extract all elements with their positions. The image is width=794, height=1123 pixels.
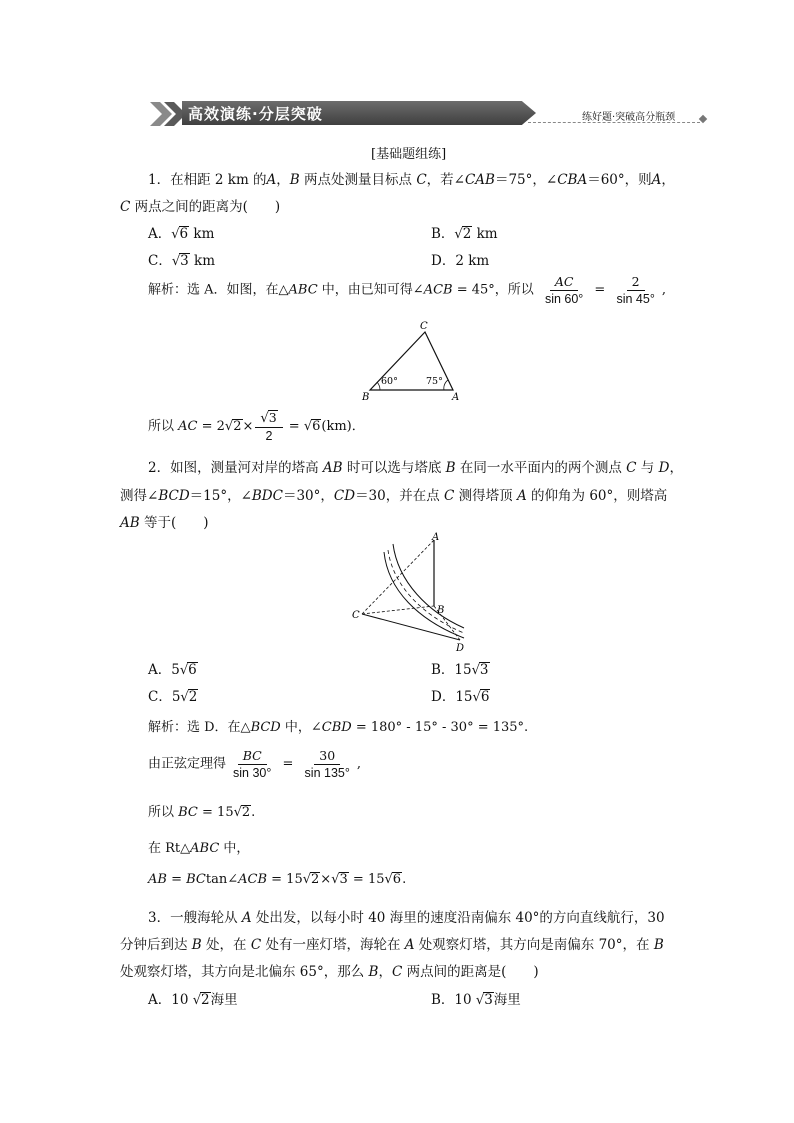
q1-stem-line1: 1．在相距 2 km 的A，B 两点处测量目标点 C，若∠CAB＝75°，∠CBA＝60°，则A， <box>148 172 675 188</box>
angle-75-label: 75° <box>426 376 443 387</box>
q1-option-b: B．√2 km <box>431 226 498 242</box>
river-bank-outer <box>384 552 464 638</box>
q1-solution: 解析：选 A．如图，在△ABC 中，由已知可得∠ACB = 45°，所以 $\frac{AC}{\sin 60^\circ}$ = $\frac{2}{\sin 45^\circ}$ , <box>148 274 666 306</box>
header-banner <box>148 100 708 128</box>
q3-stem-line2: 分钟后到达 B 处，在 C 处有一座灯塔，海轮在 A 处观察灯塔，其方向是南偏东 70°，在 B <box>120 937 664 953</box>
q1-option-a: A．√6 km <box>148 226 215 242</box>
q1-triangle-figure <box>360 318 465 404</box>
vertex-c-label: C <box>420 321 428 332</box>
angle-60-label: 60° <box>381 376 398 387</box>
fraction-sqrt3-2: $\frac{√3}{2}$ <box>255 410 282 443</box>
q2-solution-line1: 解析：选 D．在△BCD 中，∠CBD = 180° - 15° - 30° = 135°. <box>148 720 529 735</box>
line-cb <box>362 606 434 614</box>
q2-river-tower-figure <box>348 530 472 656</box>
banner-slogan: 练好题·突破高分瓶颈 <box>582 112 676 123</box>
q1-option-d: D．2 km <box>431 253 490 269</box>
q2-option-b: B．15√3 <box>431 662 489 678</box>
q1-option-c: C．√3 km <box>148 253 216 269</box>
vertex-a-label: A <box>452 392 460 403</box>
point-a-label: A <box>432 532 440 543</box>
vertex-b-label: B <box>362 392 370 403</box>
q2-option-a: A．5√6 <box>148 662 197 678</box>
q2-stem-line1: 2．如图，测量河对岸的塔高 AB 时可以选与塔底 B 在同一水平面内的两个测点 C 与 D， <box>148 460 683 476</box>
fraction-bc-sin30: $\frac{BC}{\sin 30^\circ}$ <box>233 748 272 780</box>
fraction-2-sin45: $\frac{2}{\sin 45^\circ}$ <box>616 274 655 306</box>
fraction-30-sin135: $\frac{30}{\sin 135^\circ}$ <box>304 748 350 780</box>
q2-solution-line3: 所以 BC = 15√2. <box>148 805 256 820</box>
diamond-icon <box>699 115 707 123</box>
q2-solution-line5: AB = BCtan∠ACB = 15√2×√3 = 15√6. <box>148 872 407 887</box>
q2-solution-line4: 在 Rt△ABC 中， <box>148 841 250 856</box>
line-ca <box>362 540 434 614</box>
q1-stem-line2: C 两点之间的距离为( ) <box>120 199 281 215</box>
section-title: [基础题组练] <box>371 147 447 162</box>
point-d-label: D <box>456 643 465 654</box>
q3-stem-line1: 3．一艘海轮从 A 处出发，以每小时 40 海里的速度沿南偏东 40°的方向直线航行，30 <box>148 910 665 926</box>
point-c-label: C <box>352 610 360 621</box>
q2-option-d: D．15√6 <box>431 689 490 705</box>
fraction-ac-sin60: $\frac{AC}{\sin 60^\circ}$ <box>544 274 584 306</box>
q3-option-b: B．10 √3海里 <box>431 992 521 1008</box>
q3-stem-line3: 处观察灯塔，其方向是北偏东 65°，那么 B，C 两点间的距离是( ) <box>120 964 539 980</box>
q3-option-a: A．10 √2海里 <box>148 992 238 1008</box>
river-bank-inner <box>393 544 464 628</box>
point-b-label: B <box>437 605 445 616</box>
q2-stem-line2: 测得∠BCD＝15°，∠BDC＝30°，CD＝30，并在点 C 测得塔顶 A 的仰角为 60°，则塔高 <box>120 488 668 504</box>
banner-title: 高效演练·分层突破 <box>188 105 323 123</box>
q2-solution-line2: 由正弦定理得 $\frac{BC}{\sin 30^\circ}$ = $\frac{30}{\sin 135^\circ}$ , <box>148 748 361 780</box>
q2-stem-line3: AB 等于( ) <box>120 515 209 531</box>
q2-option-c: C．5√2 <box>148 689 198 705</box>
q1-result: 所以 AC = 2√2× $\frac{√3}{2}$ = √6(km)． <box>148 410 365 443</box>
